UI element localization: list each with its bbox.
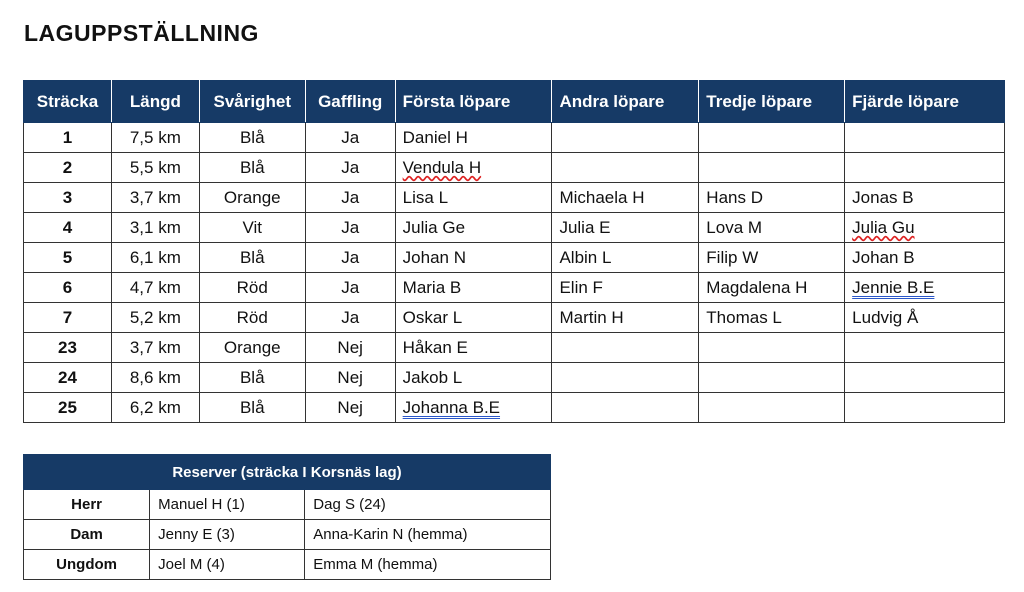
leg-forking: Ja <box>305 123 395 153</box>
header-fjarde-lopare: Fjärde löpare <box>845 81 1005 123</box>
leg-difficulty: Orange <box>199 183 305 213</box>
page-title: LAGUPPSTÄLLNING <box>24 20 259 46</box>
first-runner: Johan N <box>395 243 552 273</box>
fourth-runner <box>845 393 1005 423</box>
table-row <box>24 213 1005 243</box>
leg-length: 7,5 km <box>111 123 199 153</box>
table-row <box>24 273 1005 303</box>
first-runner: Daniel H <box>395 123 552 153</box>
table-row <box>24 303 1005 333</box>
third-runner <box>699 153 845 183</box>
leg-number: 25 <box>24 393 112 423</box>
reserve-name: Anna-Karin N (hemma) <box>305 520 551 550</box>
leg-length: 4,7 km <box>111 273 199 303</box>
header-andra-lopare: Andra löpare <box>552 81 699 123</box>
reserves-table <box>23 454 551 580</box>
leg-number: 2 <box>24 153 112 183</box>
second-runner <box>552 363 699 393</box>
leg-forking: Ja <box>305 273 395 303</box>
leg-difficulty: Blå <box>199 363 305 393</box>
leg-number: 5 <box>24 243 112 273</box>
table-row <box>24 123 1005 153</box>
leg-length: 3,7 km <box>111 183 199 213</box>
first-runner <box>395 153 552 183</box>
fourth-runner <box>845 153 1005 183</box>
leg-forking: Ja <box>305 153 395 183</box>
runner-name: Johanna B.E <box>402 397 501 417</box>
leg-length: 5,2 km <box>111 303 199 333</box>
fourth-runner: Ludvig Å <box>845 303 1005 333</box>
leg-difficulty: Blå <box>199 243 305 273</box>
reserve-category: Ungdom <box>24 550 150 580</box>
leg-forking: Ja <box>305 303 395 333</box>
first-runner <box>395 393 552 423</box>
fourth-runner <box>845 213 1005 243</box>
second-runner <box>552 333 699 363</box>
reserve-category: Dam <box>24 520 150 550</box>
leg-length: 6,1 km <box>111 243 199 273</box>
second-runner: Julia E <box>552 213 699 243</box>
leg-number: 24 <box>24 363 112 393</box>
second-runner: Michaela H <box>552 183 699 213</box>
third-runner: Lova M <box>699 213 845 243</box>
leg-forking: Ja <box>305 183 395 213</box>
table-row <box>24 363 1005 393</box>
second-runner: Martin H <box>552 303 699 333</box>
leg-number: 1 <box>24 123 112 153</box>
leg-difficulty: Blå <box>199 393 305 423</box>
leg-difficulty: Vit <box>199 213 305 243</box>
table-row <box>24 333 1005 363</box>
header-gaffling: Gaffling <box>305 81 395 123</box>
runner-name: Vendula H <box>402 157 482 177</box>
leg-difficulty: Orange <box>199 333 305 363</box>
fourth-runner <box>845 363 1005 393</box>
reserves-title: Reserver (sträcka I Korsnäs lag) <box>24 455 551 490</box>
header-forsta-lopare: Första löpare <box>395 81 552 123</box>
third-runner: Thomas L <box>699 303 845 333</box>
leg-length: 6,2 km <box>111 393 199 423</box>
reserve-name: Jenny E (3) <box>150 520 305 550</box>
table-row <box>24 243 1005 273</box>
third-runner <box>699 333 845 363</box>
fourth-runner: Johan B <box>845 243 1005 273</box>
reserve-category: Herr <box>24 490 150 520</box>
leg-forking: Nej <box>305 363 395 393</box>
second-runner: Elin F <box>552 273 699 303</box>
header-langd: Längd <box>111 81 199 123</box>
leg-forking: Ja <box>305 213 395 243</box>
leg-difficulty: Blå <box>199 123 305 153</box>
leg-forking: Ja <box>305 243 395 273</box>
second-runner <box>552 153 699 183</box>
first-runner: Julia Ge <box>395 213 552 243</box>
leg-forking: Nej <box>305 333 395 363</box>
third-runner: Filip W <box>699 243 845 273</box>
table-row <box>24 520 551 550</box>
header-svarighet: Svårighet <box>199 81 305 123</box>
fourth-runner: Jonas B <box>845 183 1005 213</box>
table-row <box>24 183 1005 213</box>
third-runner <box>699 393 845 423</box>
first-runner: Jakob L <box>395 363 552 393</box>
leg-difficulty: Röd <box>199 273 305 303</box>
third-runner <box>699 363 845 393</box>
header-stracka: Sträcka <box>24 81 112 123</box>
first-runner: Lisa L <box>395 183 552 213</box>
lineup-table <box>23 80 1005 423</box>
leg-number: 3 <box>24 183 112 213</box>
table-row <box>24 490 551 520</box>
reserve-name: Emma M (hemma) <box>305 550 551 580</box>
leg-difficulty: Blå <box>199 153 305 183</box>
third-runner <box>699 123 845 153</box>
leg-length: 3,7 km <box>111 333 199 363</box>
second-runner: Albin L <box>552 243 699 273</box>
first-runner: Maria B <box>395 273 552 303</box>
reserve-name: Joel M (4) <box>150 550 305 580</box>
leg-number: 4 <box>24 213 112 243</box>
header-tredje-lopare: Tredje löpare <box>699 81 845 123</box>
runner-name: Jennie B.E <box>852 277 935 297</box>
leg-forking: Nej <box>305 393 395 423</box>
third-runner: Magdalena H <box>699 273 845 303</box>
reserve-name: Dag S (24) <box>305 490 551 520</box>
second-runner <box>552 393 699 423</box>
leg-length: 5,5 km <box>111 153 199 183</box>
table-row <box>24 550 551 580</box>
runner-name: Julia Gu <box>852 217 915 237</box>
fourth-runner <box>845 123 1005 153</box>
leg-difficulty: Röd <box>199 303 305 333</box>
leg-number: 7 <box>24 303 112 333</box>
table-row <box>24 393 1005 423</box>
fourth-runner <box>845 273 1005 303</box>
leg-number: 23 <box>24 333 112 363</box>
fourth-runner <box>845 333 1005 363</box>
leg-length: 8,6 km <box>111 363 199 393</box>
reserve-name: Manuel H (1) <box>150 490 305 520</box>
third-runner: Hans D <box>699 183 845 213</box>
first-runner: Oskar L <box>395 303 552 333</box>
leg-number: 6 <box>24 273 112 303</box>
first-runner: Håkan E <box>395 333 552 363</box>
table-row <box>24 153 1005 183</box>
lineup-header-row <box>24 81 1005 123</box>
leg-length: 3,1 km <box>111 213 199 243</box>
second-runner <box>552 123 699 153</box>
